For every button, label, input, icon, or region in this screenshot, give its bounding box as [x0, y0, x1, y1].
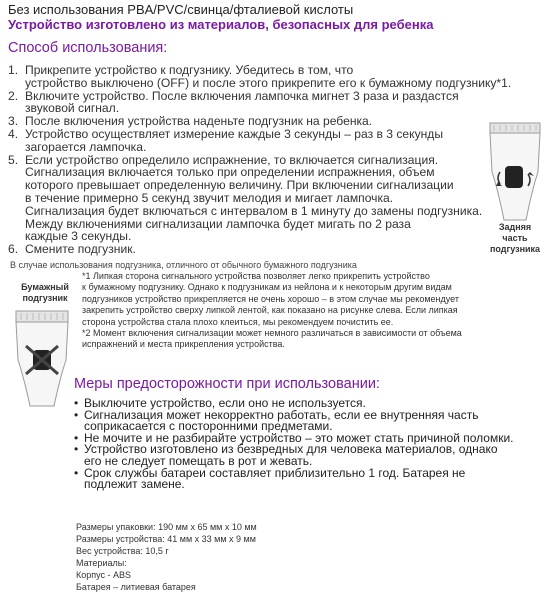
step-number: 5.	[8, 152, 19, 167]
step-item	[8, 64, 548, 90]
step-text-line: Сигнализация включается только при определении испражнения, объем	[25, 165, 435, 180]
precautions-list	[74, 398, 548, 491]
precaution-line: соприкасается с посторонними предметами.	[84, 419, 333, 434]
footnote-line: *2 Момент включения сигнализации может немного различаться в зависимости от объема	[82, 328, 462, 339]
footnote-line: испражнений и места прикрепления устройства.	[82, 339, 285, 350]
footnote	[82, 328, 548, 351]
precaution-item	[74, 444, 548, 467]
precaution-line: • Не мочите и не разбирайте устройство – это может стать причиной поломки.	[84, 430, 514, 445]
usage-steps	[8, 64, 548, 256]
step-item	[8, 154, 548, 244]
footnote-line: подгузников устройство прикрепляется не очень хорошо – в этом случае мы рекомендует	[82, 293, 459, 304]
spec-line: Материалы:	[76, 557, 127, 568]
precaution-line: его не следует помещать в рот и жевать.	[84, 453, 313, 468]
step-text-line: звуковой сигнал.	[25, 101, 120, 116]
step-text-line: Если устройство определило испражнение, то включается сигнализация.	[25, 152, 439, 167]
precaution-line: подлежит замене.	[84, 477, 185, 492]
usage-title: Способ использования:	[8, 40, 168, 56]
step-item	[8, 128, 548, 154]
footnotes	[82, 271, 548, 351]
step-text-line: Смените подгузник.	[25, 242, 136, 257]
step-text-line: устройство выключено (OFF) и после этого прикрепите его к бумажному подгузнику*1.	[25, 75, 512, 90]
header	[8, 2, 433, 32]
step-item	[8, 243, 548, 256]
step-text-line: загорается лампочка.	[25, 139, 147, 154]
step-text-line: Сигнализация будет включаться с интервалом в 1 минуту до замены подгузника.	[25, 203, 483, 218]
step-text-line: в течение примерно 5 секунд звучит мелодия и мигает лампочка.	[25, 190, 394, 205]
precaution-line: • Устройство изготовлено из безвредных для человека материалов, однако	[84, 442, 498, 457]
step-text-line: Устройство осуществляет измерение каждые 3 секунды – раз в 3 секунды	[25, 126, 444, 141]
paper-diaper-illustration	[14, 310, 70, 410]
precaution-item	[74, 407, 548, 434]
footnote-line: сторона устройства стала плохо клеиться, мы рекомендуем почистить ее.	[82, 316, 394, 327]
footnote	[82, 271, 548, 328]
footnote-line: закрепить устройство сверху липкой лентой, как показано на рисунке слева. Если липкая	[82, 305, 458, 316]
step-text-line: Между включениями сигнализации лампочка будет мигать по 2 раза	[25, 216, 411, 231]
spec-line: Корпус - ABS	[76, 569, 132, 580]
step-text-line: После включения устройства наденьте подгузник на ребенка.	[25, 114, 373, 129]
step-number: 2.	[8, 88, 19, 103]
precaution-line: • Сигнализация может некорректно работать, если ее внутренняя часть	[84, 407, 479, 422]
precaution-line: • Срок службы батареи составляет приблизительно 1 год. Батарея не	[84, 465, 466, 480]
paper-caption: Бумажный подгузник	[21, 282, 69, 303]
step-text-line: Включите устройство. После включения лампочка мигнет 3 раза и раздастся	[25, 88, 459, 103]
header-line-1: Без использования PBA/PVC/свинца/фталиевой кислоты	[8, 2, 354, 17]
step-text-line: каждые 3 секунды.	[25, 229, 132, 244]
step-text-line: которого превышает определенную величину. При включении сигнализации	[25, 178, 454, 193]
spec-line: Батарея – литиевая батарея	[76, 581, 196, 592]
small-note: В случае использования подгузника, отличного от обычного бумажного подгузника	[10, 260, 357, 270]
spec-line: Размеры устройства: 41 мм x 33 мм x 9 мм	[76, 533, 256, 544]
precautions-title: Меры предосторожности при использовании:	[74, 376, 380, 392]
specifications	[76, 522, 257, 593]
spec-line: Вес устройства: 10,5 г	[76, 545, 169, 556]
precaution-item	[74, 465, 548, 492]
footnote-line: к бумажному подгузнику. Однако к подгузникам из нейлона и к некоторым другим видам	[82, 282, 452, 293]
step-text-line: Прикрепите устройство к подгузнику. Убедитесь в том, что	[25, 63, 354, 77]
header-line-2: Устройство изготовлено из материалов, безопасных для ребенка	[8, 17, 434, 32]
footnote-line: *1 Липкая сторона сигнального устройства позволяет легко прикрепить устройство	[82, 271, 430, 281]
step-number: 3.	[8, 114, 19, 129]
spec-line: Размеры упаковки: 190 мм x 65 мм x 10 мм	[76, 522, 257, 532]
back-caption: Задняя часть подгузника	[489, 222, 541, 254]
step-number: 6.	[8, 242, 19, 257]
step-number: 4.	[8, 126, 19, 141]
step-number: 1.	[8, 63, 19, 77]
precaution-line: • Выключите устройство, если оно не используется.	[84, 396, 366, 410]
step-item	[8, 90, 548, 116]
diaper-back-illustration	[488, 122, 542, 224]
